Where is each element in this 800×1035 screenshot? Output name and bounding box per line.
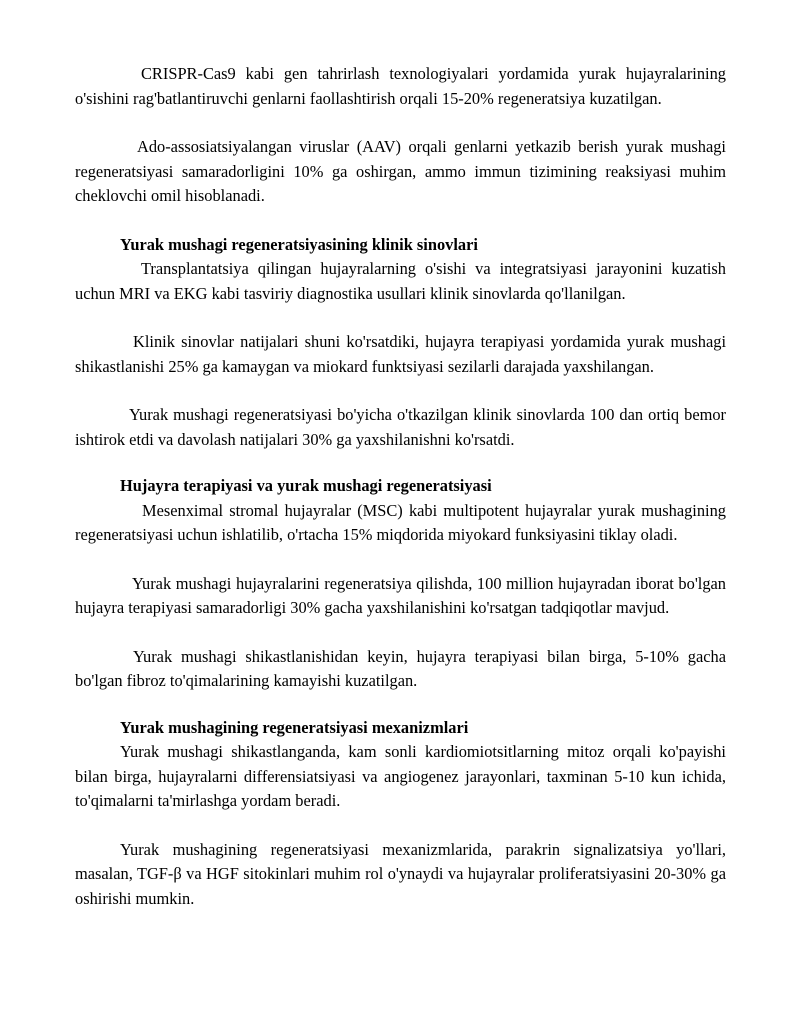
paragraph: Transplantatsiya qilingan hujayralarning o'sishi va integratsiyasi jarayonini kuzatish uchun MRI va EKG kabi tasviriy diagnostika usullari klinik sinovlarda qo'llanilgan.: [75, 259, 726, 303]
section-heading: Hujayra terapiyasi va yurak mushagi regeneratsiyasi: [120, 476, 492, 495]
paragraph: Yurak mushagi hujayralarini regeneratsiya qilishda, 100 million hujayradan iborat bo'lgan hujayra terapiyasi samaradorligi 30% gacha yaxshilanishini ko'rsatgan tadqiqotlar mavjud.: [75, 573, 726, 617]
section-heading: Yurak mushagining regeneratsiyasi mexanizmlari: [120, 717, 469, 737]
paragraph: CRISPR-Cas9 kabi gen tahrirlash texnologiyalari yordamida yurak hujayralarining o'sishini rag'batlantiruvchi genlarni faollashtirish orqali 15-20% regeneratsiya kuzatilgan.: [75, 64, 726, 108]
paragraph: Yurak mushagi shikastlanishidan keyin, hujayra terapiyasi bilan birga, 5-10% gacha bo'lgan fibroz to'qimalarining kamayishi kuzatilgan.: [75, 646, 726, 690]
paragraph: Klinik sinovlar natijalari shuni ko'rsatdiki, hujayra terapiyasi yordamida yurak mushagi shikastlanishi 25% ga kamaygan va miokard funktsiyasi sezilarli darajada yaxshilangan.: [75, 332, 726, 376]
document-page: [75, 62, 726, 911]
paragraph: Yurak mushagi regeneratsiyasi bo'yicha o'tkazilgan klinik sinovlarda 100 dan ortiq bemor ishtirok etdi va davolash natijalari 30% ga yaxshilanishni ko'rsatdi.: [75, 405, 726, 449]
paragraph: Ado-assosiatsiyalangan viruslar (AAV) orqali genlarni yetkazib berish yurak mushagi regeneratsiyasi samaradorligini 10% ga oshirgan, ammo immun tizimining reaksiyasi muhim cheklovchi omil hisoblanadi.: [75, 137, 726, 205]
paragraph: Mesenximal stromal hujayralar (MSC) kabi multipotent hujayralar yurak mushagining regeneratsiyasi uchun ishlatilib, o'rtacha 15% miqdorida miyokard funksiyasini tiklay oladi.: [75, 500, 726, 544]
paragraph: Yurak mushagi shikastlanganda, kam sonli kardiomiotsitlarning mitoz orqali ko'payishi bilan birga, hujayralarni differensiatsiyasi va angiogenez jarayonlari, taxminan 5-10 kun ichida, to'qimalarni ta'mirlashga yordam beradi.: [75, 742, 726, 810]
paragraph: Yurak mushagining regeneratsiyasi mexanizmlarida, parakrin signalizatsiya yo'llari, masalan, TGF-β va HGF sitokinlari muhim rol o'ynaydi va hujayralar proliferatsiyasini 20-30% ga oshirishi mumkin.: [75, 839, 726, 908]
section-heading: Yurak mushagi regeneratsiyasining klinik sinovlari: [120, 234, 478, 254]
